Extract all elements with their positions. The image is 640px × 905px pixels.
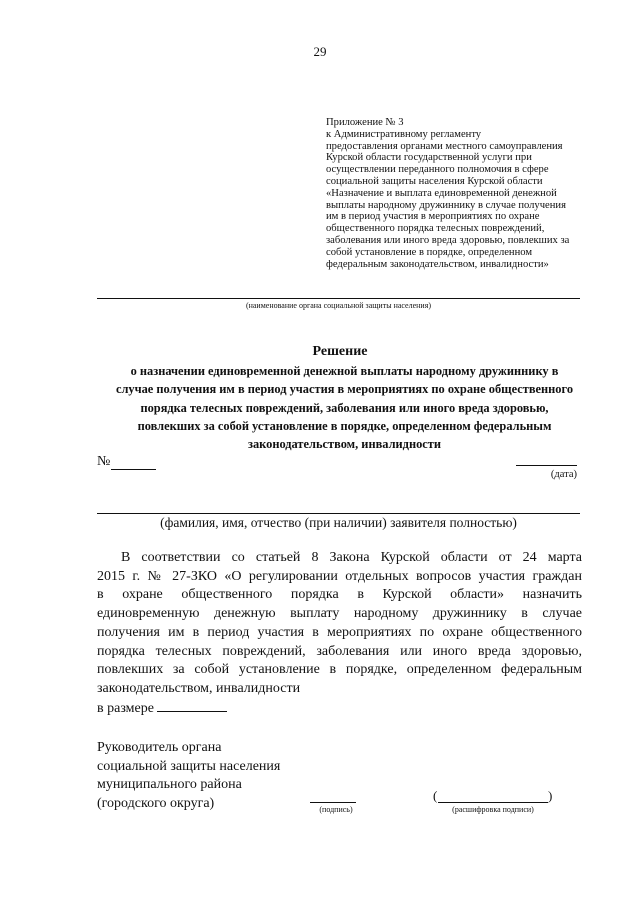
- appendix-line: им в период участия в мероприятиях по охране: [326, 211, 540, 223]
- date-field: [516, 465, 577, 466]
- amount-field: [157, 699, 227, 712]
- body-line: повлекших за собой установление в порядке, определенном федеральным: [97, 662, 582, 678]
- appendix-line: Курской области государственной услуги при: [326, 152, 532, 164]
- body-line: законодательством, инвалидности: [97, 680, 301, 696]
- amount-label: в размере: [97, 700, 154, 716]
- appendix-line: федеральным законодательством, инвалидности»: [326, 258, 549, 270]
- body-line: в охране общественного порядка в Курской области» назначить: [97, 587, 582, 603]
- body-line: порядка телесных повреждений, заболевания или иного вреда здоровью,: [97, 643, 582, 659]
- appendix-line: социальной защиты населения Курской области: [326, 175, 543, 187]
- authority-name-line: [97, 298, 580, 299]
- signature-field: [310, 802, 356, 803]
- signature-caption: (подпись): [319, 805, 353, 814]
- decode-open-paren: (: [433, 788, 438, 803]
- page-number: 29: [313, 44, 327, 59]
- body-line: В соответствии со статьей 8 Закона Курской области от 24 марта: [121, 550, 582, 565]
- appendix-line: «Назначение и выплата единовременной денежной: [326, 187, 557, 199]
- signer-block: [97, 739, 280, 813]
- document-title: Решение: [312, 344, 368, 359]
- appendix-line: к Административному регламенту: [326, 128, 482, 140]
- appendix-line: предоставления органами местного самоуправления: [326, 140, 563, 152]
- subject-line: порядка телесных повреждений, заболевания или иного вреда здоровью,: [140, 400, 549, 415]
- signer-line: Руководитель органа: [97, 740, 222, 755]
- decode-close-paren: ): [548, 788, 553, 803]
- decision-subject: [92, 362, 597, 453]
- decision-number-label: №: [97, 454, 111, 469]
- appendix-header: [326, 117, 596, 270]
- body-line: получения им в период участия в мероприятиях по охране общественного: [97, 624, 582, 640]
- authority-name-caption: (наименование органа социальной защиты населения): [245, 301, 432, 310]
- subject-line: случае получения им в период участия в мероприятиях по охране общественного: [115, 382, 574, 397]
- appendix-line: общественного порядка телесных повреждений,: [326, 223, 545, 235]
- amount-row: [97, 699, 582, 719]
- appendix-line: заболевания или иного вреда здоровью, повлекших за: [326, 234, 570, 246]
- signer-line: муниципального района: [97, 777, 242, 792]
- appendix-line: осуществлении переданного полномочия в сфере: [326, 164, 549, 176]
- appendix-line: выплаты народному дружиннику в случае получения: [326, 199, 566, 211]
- signature-decode-caption: (расшифровка подписи): [452, 805, 534, 814]
- subject-line: законодательством, инвалидности: [247, 437, 442, 452]
- subject-line: повлекших за собой установление в порядке, определенном федеральным: [137, 418, 552, 433]
- subject-line: о назначении единовременной денежной выплаты народному дружиннику в: [130, 364, 559, 378]
- appendix-line: собой установление в порядке, определенном: [326, 246, 533, 258]
- signer-line: (городского округа): [97, 795, 215, 811]
- applicant-name-caption: (фамилия, имя, отчество (при наличии) заявителя полностью): [160, 515, 517, 530]
- signer-line: социальной защиты населения: [97, 758, 281, 774]
- applicant-name-line: [97, 513, 580, 514]
- appendix-line: Приложение № 3: [326, 117, 404, 128]
- signature-decode-field: [438, 802, 548, 803]
- decision-body: [97, 549, 582, 718]
- decision-number-field: [111, 469, 156, 470]
- body-line: 2015 г. № 27-ЗКО «О регулировании отдельных вопросов участия граждан: [97, 568, 582, 584]
- date-caption: (дата): [550, 469, 577, 480]
- body-line: единовременную денежную выплату народному дружиннику в случае: [97, 606, 582, 622]
